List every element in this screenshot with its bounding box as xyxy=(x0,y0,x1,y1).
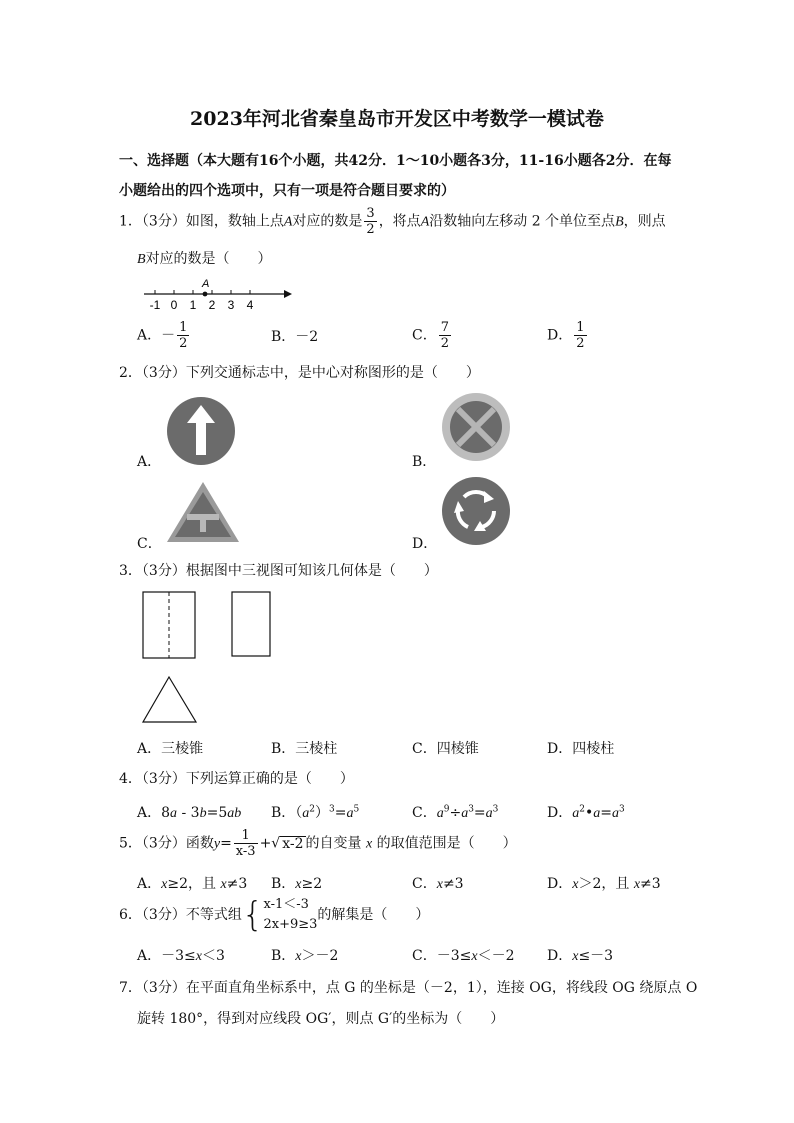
question-text: 下列交通标志中，是中心对称图形的是（ ） xyxy=(185,365,480,381)
question-number: 7． xyxy=(119,980,142,996)
fraction xyxy=(574,320,586,351)
option-label: C． xyxy=(412,948,437,964)
three-view-figure xyxy=(140,590,280,730)
axis-tick-label: 4 xyxy=(246,298,254,312)
inequality-system xyxy=(263,895,317,935)
q6-option-d[interactable]: D．x≤－3 xyxy=(547,948,614,964)
option-label: D． xyxy=(547,327,573,344)
q4-option-d[interactable]: D．$a^2•a=a^3$ xyxy=(547,804,625,821)
point-a-label: A xyxy=(202,278,210,290)
fraction-numerator: 3 xyxy=(366,206,375,221)
question-4-line xyxy=(119,768,354,788)
question-number: 2． xyxy=(119,365,142,381)
sign-t-junction-icon xyxy=(165,480,241,544)
top-view xyxy=(143,677,196,722)
question-score: （3分） xyxy=(141,365,186,381)
q2-option-c-label[interactable]: C． xyxy=(137,536,162,552)
q5-option-a[interactable]: A．x≥2，且 x≠3 xyxy=(137,876,248,892)
fraction-denominator: 2 xyxy=(440,336,449,351)
sqrt-body: x-2 xyxy=(282,835,304,852)
fraction-denominator: 2 xyxy=(179,336,188,351)
q4-option-a[interactable]: A．8a - 3b=5ab xyxy=(137,805,242,821)
question-text: 根据图中三视图可知该几何体是（ ） xyxy=(185,563,438,579)
option-label: B． xyxy=(271,876,296,892)
q3-option-a[interactable]: A．三棱锥 xyxy=(137,741,204,757)
q2-option-a-label[interactable]: A． xyxy=(137,454,162,470)
inequality-row: x-1＜-3 xyxy=(263,897,309,912)
option-sign: － xyxy=(161,327,176,344)
section-header xyxy=(119,146,679,206)
question-text: 的解集是（ ） xyxy=(317,907,430,923)
question-1-line-1 xyxy=(119,206,666,237)
fraction xyxy=(234,828,258,859)
q3-option-b[interactable]: B．三棱柱 xyxy=(271,741,338,757)
option-label: A． xyxy=(137,805,162,821)
section-line-1: 一、选择题（本大题有16个小题，共42分．1～10小题各3分，11-16小题各2分．在每 xyxy=(119,153,672,169)
q4-option-b[interactable]: B．$(a^2)^3=a^5$ xyxy=(271,804,360,821)
side-view xyxy=(232,592,270,656)
variable: B xyxy=(137,252,146,267)
question-text: 对应的数是（ ） xyxy=(145,251,272,267)
point-a-marker xyxy=(203,292,208,297)
question-text: 在平面直角坐标系中，点 G 的坐标是（－2，1），连接 OG，将线段 OG 绕原点 O xyxy=(185,980,698,996)
question-number: 6． xyxy=(119,907,142,923)
question-number: 3． xyxy=(119,563,142,579)
option-label: A． xyxy=(137,327,162,344)
question-2-line xyxy=(119,362,480,382)
question-text: 的自变量 xyxy=(305,835,362,852)
fraction-numerator: 1 xyxy=(179,320,188,335)
question-score: （3分） xyxy=(141,563,186,579)
question-1-line-2 xyxy=(137,248,272,268)
question-score: （3分） xyxy=(141,771,186,787)
paper-title: 2023年河北省秦皇岛市开发区中考数学一模试卷 xyxy=(190,108,604,130)
q2-option-d-label[interactable]: D． xyxy=(412,536,438,552)
variable: B xyxy=(615,214,624,230)
option-label: C． xyxy=(412,876,437,892)
fraction-denominator: 2 xyxy=(366,222,375,237)
question-7-line-1 xyxy=(119,977,697,997)
fraction-numerator: 7 xyxy=(440,320,449,335)
fraction-numerator: 1 xyxy=(576,320,585,335)
question-text: 的取值范围是（ ） xyxy=(376,835,517,852)
axis-tick-label: 3 xyxy=(227,298,235,312)
question-text: 对应的数是 xyxy=(292,213,363,230)
question-number: 1． xyxy=(119,213,142,230)
q6-option-a[interactable]: A．－3≤x＜3 xyxy=(137,948,225,964)
option-label: D． xyxy=(547,805,573,821)
q2-option-b-label[interactable]: B． xyxy=(412,454,437,470)
option-label: C． xyxy=(412,805,437,821)
fraction xyxy=(177,320,189,351)
question-text: ，则点 xyxy=(623,213,666,230)
q3-option-d[interactable]: D．四棱柱 xyxy=(547,741,615,757)
q1-option-a[interactable] xyxy=(137,320,191,351)
axis-tick-label: 2 xyxy=(208,298,216,312)
question-text: 沿数轴向左移动 2 个单位至点 xyxy=(429,213,616,230)
option-label: A． xyxy=(137,948,162,964)
q3-option-c[interactable]: C．四棱锥 xyxy=(412,741,479,757)
q6-option-b[interactable]: B．x＞－2 xyxy=(271,948,339,964)
sign-no-stopping-icon xyxy=(440,391,512,463)
fraction-denominator: 2 xyxy=(576,336,585,351)
option-label: B． xyxy=(271,948,296,964)
question-score: （3分） xyxy=(141,213,186,230)
question-text: 不等式组 xyxy=(185,907,242,923)
question-text: 下列运算正确的是（ ） xyxy=(185,771,354,787)
question-text: ，将点 xyxy=(378,213,421,230)
question-score: （3分） xyxy=(141,907,186,923)
fraction xyxy=(439,320,451,351)
fraction-numerator: 1 xyxy=(234,828,258,844)
section-line-2: 小题给出的四个选项中，只有一项是符合题目要求的） xyxy=(119,183,455,199)
question-3-line xyxy=(119,560,438,580)
fraction-denominator: x-3 xyxy=(235,844,256,859)
q1-option-b[interactable] xyxy=(271,326,318,346)
question-7-line-2: 旋转 180°，得到对应线段 OG′，则点 G′的坐标为（ ） xyxy=(137,1011,505,1027)
variable: A xyxy=(420,214,430,230)
number-line-figure xyxy=(138,274,298,314)
option-value: －2 xyxy=(295,329,319,345)
number-line-arrow xyxy=(284,290,292,298)
question-5-line: 5．（3分）函数y= $\frac{1}{x-3}$ +√ x-2 的自变量 x 的取值范围是（ ） xyxy=(119,828,517,859)
question-number: 4． xyxy=(119,771,142,787)
question-6-line xyxy=(119,895,429,935)
variable: A xyxy=(283,214,293,230)
axis-tick-label: 0 xyxy=(170,298,178,312)
option-label: B． xyxy=(271,805,296,821)
option-label: D． xyxy=(547,876,573,892)
fraction xyxy=(364,206,376,237)
q5-option-c[interactable]: C．x≠3 xyxy=(412,876,464,892)
q5-option-d[interactable]: D．x＞2，且 x≠3 xyxy=(547,876,661,892)
question-score: （3分） xyxy=(141,980,186,996)
question-text: 函数 xyxy=(185,835,214,852)
option-label: B． xyxy=(271,329,296,345)
question-score: （3分） xyxy=(141,835,186,852)
axis-tick-label: 1 xyxy=(189,298,197,312)
q4-option-c[interactable]: C．$a^9\div a^3=a^3$ xyxy=(412,804,499,821)
question-number: 5． xyxy=(119,835,142,852)
inequality-row: 2x+9≥3 xyxy=(263,917,318,932)
q5-option-b[interactable]: B．x≥2 xyxy=(271,876,323,892)
question-text: 如图，数轴上点 xyxy=(185,213,284,230)
q6-option-c[interactable]: C．－3≤x＜－2 xyxy=(412,948,515,964)
option-label: C． xyxy=(412,327,437,344)
q1-option-c[interactable] xyxy=(412,320,453,351)
option-label: A． xyxy=(137,876,162,892)
axis-tick-label: -1 xyxy=(149,298,161,312)
option-label: D． xyxy=(547,948,573,964)
system-brace: { xyxy=(241,895,264,935)
sign-roundabout-icon xyxy=(440,475,512,547)
sign-straight-arrow-icon xyxy=(165,395,237,467)
q1-option-d[interactable] xyxy=(547,320,589,351)
